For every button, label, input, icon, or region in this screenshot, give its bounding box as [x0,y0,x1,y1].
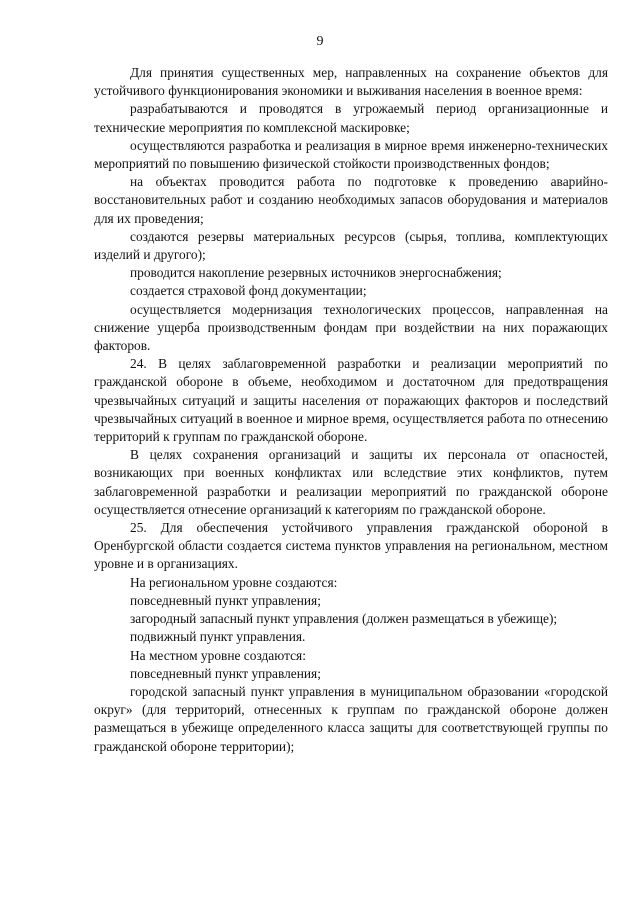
paragraph-modernization: осуществляется модернизация технологических процессов, направленная на снижение ущерба производственным фондам при воздействии на них поражающих факторов. [94,301,608,354]
paragraph-regional-daily-point: повседневный пункт управления; [130,592,321,608]
paragraph-regional-level: На региональном уровне создаются: [130,574,338,590]
paragraph-emergency-works: на объектах проводится работа по подготовке к проведению аварийно-восстановительных работ и созданию необходимых запасов оборудования и материалов для их проведения; [94,174,608,226]
paragraph-local-daily-point: повседневный пункт управления; [130,665,321,681]
paragraph-city-reserve-point: городской запасный пункт управления в муниципальном образовании «городской округ» (для территорий, отнесенных к группам по гражданской обороне должен размещаться в убежище определенного класса защиты для соответствующей группы по гражданской обороне территории); [94,683,608,754]
paragraph-material-reserves: создаются резервы материальных ресурсов (сырья, топлива, комплектующих изделий и другого); [94,228,608,263]
paragraph-engineering: осуществляются разработка и реализация в мирное время инженерно-технических мероприятий по повышению физической стойкости производственных фондов; [94,137,608,172]
paragraph-insurance-fund: создается страховой фонд документации; [130,283,367,299]
paragraph-camouflage: разрабатываются и проводятся в угрожаемый период организационные и технические мероприятия по комплексной маскировке; [94,101,608,135]
document-body [94,64,608,756]
paragraph-regional-reserve-point: загородный запасный пункт управления (должен размещаться в убежище); [130,611,558,627]
page-number: 9 [316,34,324,49]
paragraph-section-24: 24. В целях заблаговременной разработки и реализации мероприятий по гражданской обороне в объеме, необходимом и достаточном для предотвращения чрезвычайных ситуаций и защиты населения от поражающих факторов и последствий чрезвычайных ситуаций в военное и мирное время, осуществляется работа по отнесению территорий к группам по гражданской обороне. [94,356,608,445]
paragraph-organizations-categories: В целях сохранения организаций и защиты их персонала от опасностей, возникающих при военных конфликтах или вследствие этих конфликтов, путем заблаговременной разработки и реализации мероприятий по гражданской обороне осуществляется отнесение организаций к категориям по гражданской обороне. [94,447,608,517]
paragraph-intro: Для принятия существенных мер, направленных на сохранение объектов для устойчивого функционирования экономики и выживания населения в военное время: [94,65,608,99]
paragraph-energy-sources: проводится накопление резервных источников энергоснабжения; [130,265,502,281]
paragraph-section-25: 25. Для обеспечения устойчивого управления гражданской обороной в Оренбургской области создается система пунктов управления на региональном, местном уровне и в организациях. [94,520,608,572]
paragraph-local-level: На местном уровне создаются: [130,647,306,663]
paragraph-regional-mobile-point: подвижный пункт управления. [130,629,306,645]
